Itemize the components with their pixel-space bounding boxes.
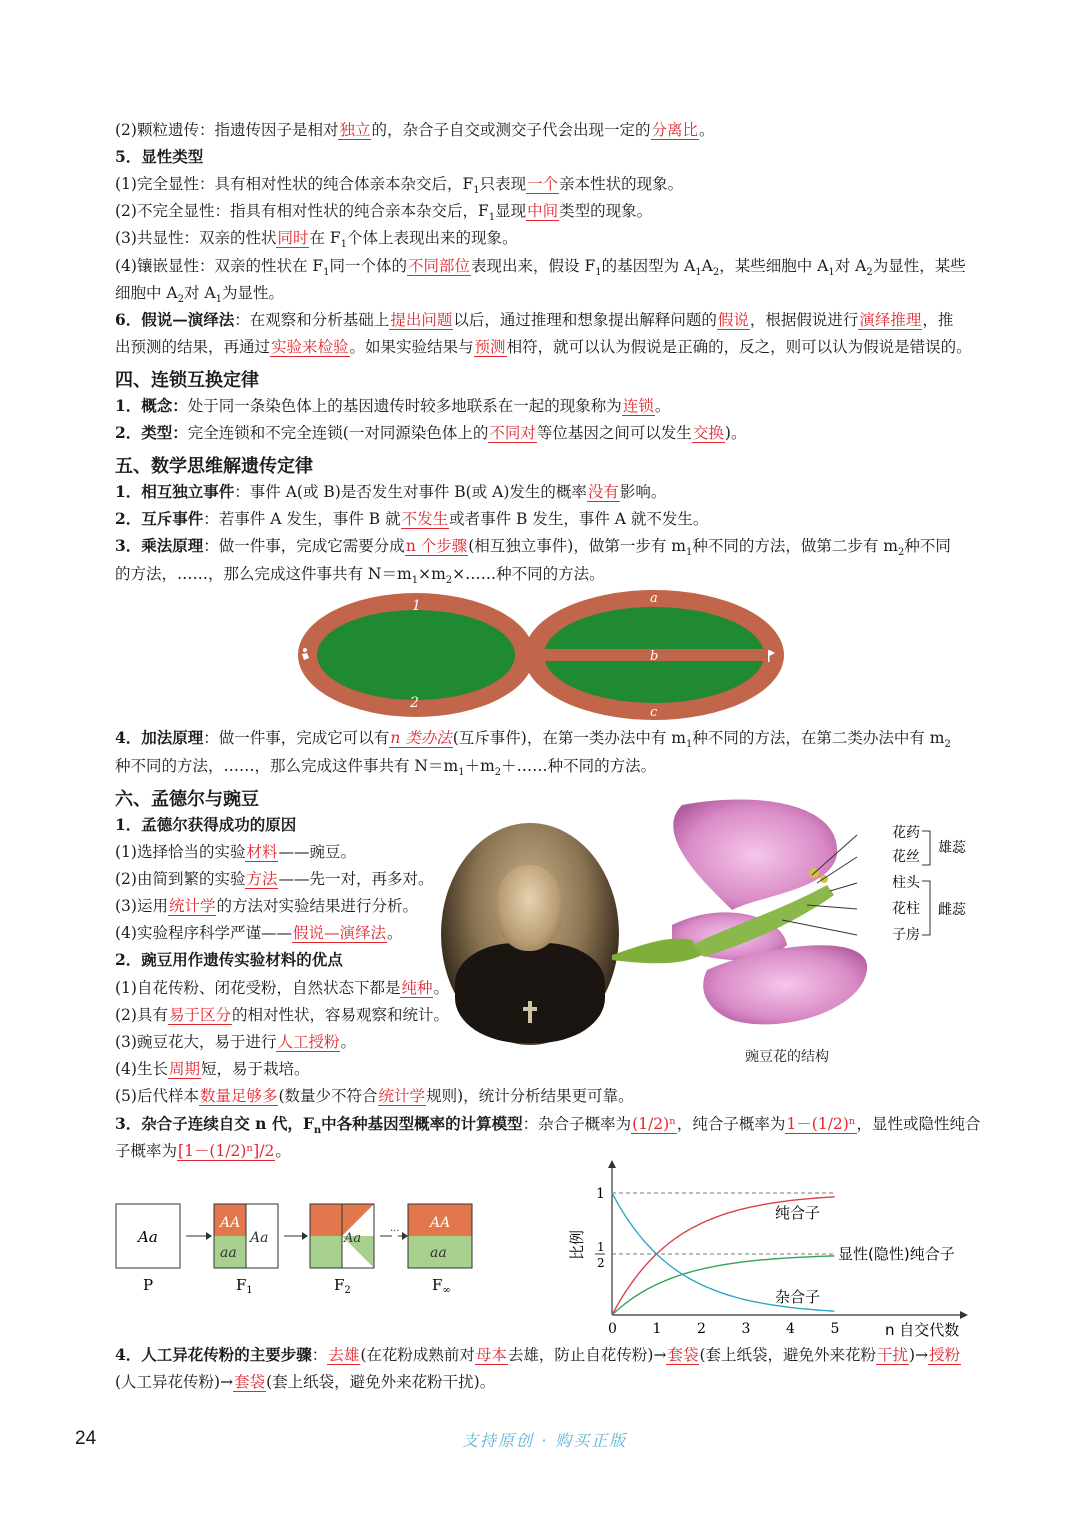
text-line: (4)镶嵌显性：双亲的性状在 $F_1$同一个体的不同部位表现出来，假设 $F_1$的基因型为 $A_1A_2$，某些细胞中 $A_1$对 $A_2$为显性，某些: [115, 257, 966, 279]
text-line: 2．互斥事件：若事件 A 发生，事件 B 就不发生或者事件 B 发生，事件 A 就不发生。: [115, 509, 709, 528]
track-diagram: [298, 590, 784, 720]
field-left: [317, 610, 515, 700]
label-stigma: 柱头: [892, 875, 920, 891]
footer-watermark: 支持原创 · 购买正版: [462, 1431, 628, 1450]
text-line: (3)共显性：双亲的性状同时在 $F_1$个体上表现出来的现象。: [115, 229, 518, 251]
text-line: 种不同的方法，……，那么完成这件事共有 $N=m_1+m_2+\dots\dots$种不同的方法。: [115, 757, 657, 779]
label-f2: $F_2$: [334, 1276, 351, 1296]
label-style: 花柱: [892, 901, 920, 917]
generation-boxes: [112, 1200, 482, 1300]
text-line: 1．概念：处于同一条染色体上的基因遗传时较多地联系在一起的现象称为连锁。: [115, 396, 671, 415]
svg-text:···: ···: [390, 1226, 400, 1237]
subheading: 2．豌豆用作遗传实验材料的优点: [115, 950, 343, 969]
label-b: b: [650, 649, 659, 664]
text-line: (4)生长周期短，易于栽培。: [115, 1060, 310, 1078]
text-line: (2)不完全显性：指具有相对性状的纯合亲本杂交后，$F_1$显现中间类型的现象。: [115, 202, 653, 224]
xtick-label: 3: [741, 1321, 751, 1337]
ytick-half-den: 2: [597, 1256, 605, 1270]
label-filament: 花丝: [892, 849, 920, 865]
label-2: 2: [410, 695, 419, 711]
svg-text:Aa: Aa: [250, 1230, 269, 1246]
pea-flower-illustration: [612, 795, 972, 1040]
text-line: 4．加法原理：做一件事，完成它可以有n 类办法(互斥事件)，在第一类办法中有 $m_1$种不同的方法，在第二类办法中有 $m_2$: [115, 728, 951, 751]
svg-text:Aa: Aa: [344, 1231, 362, 1246]
probability-chart: [560, 1160, 970, 1345]
cross-icon: [523, 1001, 537, 1023]
series-label-dominant-homozygote: 显性(隐性)纯合子: [838, 1245, 955, 1263]
subheading: 1．孟德尔获得成功的原因: [115, 815, 297, 834]
label-finf: $F_\infty$: [432, 1276, 451, 1296]
text-line: 6．假说—演绎法：在观察和分析基础上提出问题以后，通过推理和想象提出解释问题的假说，根据假说进行演绎推理，推: [115, 310, 954, 329]
svg-text:aa: aa: [220, 1245, 237, 1261]
coat: [455, 943, 605, 1043]
subheading-dominance-types: 5．显性类型: [115, 147, 204, 166]
text-line: (2)由简到繁的实验方法——先一对，再多对。: [115, 870, 434, 888]
mendel-portrait: [441, 823, 619, 1045]
text-line: 细胞中 $A_2$对 $A_1$为显性。: [115, 284, 285, 306]
text-line: (2)具有易于区分的相对性状，容易观察和统计。: [115, 1006, 449, 1024]
box-label-aa: Aa: [138, 1228, 158, 1246]
page-number: 24: [75, 1428, 97, 1449]
text-line: 2．类型：完全连锁和不完全连锁(一对同源染色体上的不同对等位基因之间可以发生交换)。: [115, 423, 747, 442]
label-ovary: 子房: [892, 927, 920, 943]
text-line: (2)颗粒遗传：指遗传因子是相对独立的，杂合子自交或测交子代会出现一定的分离比。: [115, 121, 715, 139]
series-label-heterozygote: 杂合子: [775, 1288, 821, 1306]
text-line: 3．杂合子连续自交 n 代，$F_n$中各种基因型概率的计算模型：杂合子概率为(1/2)ⁿ，纯合子概率为1－(1/2)ⁿ，显性或隐性纯合: [115, 1114, 981, 1137]
text-line: (1)选择恰当的实验材料——豌豆。: [115, 843, 356, 861]
ytick-1: 1: [596, 1186, 605, 1202]
text-line: (4)实验程序科学严谨——假说—演绎法。: [115, 924, 403, 942]
text-line: (3)运用统计学的方法对实验结果进行分析。: [115, 897, 418, 915]
section-heading: 五、数学思维解遗传定律: [115, 456, 313, 477]
svg-text:aa: aa: [430, 1245, 447, 1261]
text-line: (人工异花传粉)→套袋(套上纸袋，避免外来花粉干扰)。: [115, 1373, 496, 1391]
text-line: 出预测的结果，再通过实验来检验。如果实验结果与预测相符，就可以认为假说是正确的，反之，则可以认为假说是错误的。: [115, 338, 972, 356]
text-line: 4．人工异花传粉的主要步骤：去雄(在花粉成熟前对母本去雄，防止自花传粉)→套袋(套上纸袋，避免外来花粉干扰)→授粉: [115, 1345, 961, 1364]
label-f1: $F_1$: [236, 1276, 253, 1296]
text-line: (1)完全显性：具有相对性状的纯合体亲本杂交后，$F_1$只表现一个亲本性状的现象。: [115, 175, 684, 197]
xtick-label: 0: [608, 1321, 617, 1337]
xtick-label: 4: [786, 1321, 795, 1337]
label-a: a: [650, 591, 658, 606]
label-1: 1: [412, 598, 421, 614]
x-axis-label: n 自交代数: [885, 1321, 960, 1339]
svg-text:AA: AA: [430, 1215, 451, 1231]
xtick-label: 2: [697, 1321, 706, 1337]
flower-caption: 豌豆花的结构: [745, 1049, 829, 1065]
label-p: P: [143, 1276, 154, 1294]
text-line: 3．乘法原理：做一件事，完成它需要分成n 个步骤(相互独立事件)，做第一步有 $m_1$种不同的方法，做第二步有 $m_2$种不同: [115, 536, 951, 559]
xtick-label: 5: [830, 1321, 840, 1337]
label-anther: 花药: [892, 825, 920, 841]
section-heading: 四、连锁互换定律: [115, 370, 259, 391]
series-label-homozygote: 纯合子: [775, 1204, 821, 1222]
label-c: c: [650, 705, 658, 720]
label-pistil: 雌蕊: [938, 902, 966, 918]
face: [495, 865, 563, 951]
text-line: 1．相互独立事件：事件 A(或 B)是否发生对事件 B(或 A)发生的概率没有影响。: [115, 482, 667, 501]
text-line: (3)豌豆花大，易于进行人工授粉。: [115, 1033, 356, 1051]
xtick-label: 1: [652, 1321, 662, 1337]
sepal: [612, 939, 702, 964]
text-line: 的方法，……，那么完成这件事共有 $N=m_1\times m_2\times\dots\dots$种不同的方法。: [115, 565, 605, 587]
section-heading: 六、孟德尔与豌豆: [115, 789, 259, 810]
label-stamen: 雄蕊: [938, 840, 966, 856]
text-line: 子概率为[1－(1/2)ⁿ]/2。: [115, 1142, 291, 1160]
svg-text:AA: AA: [220, 1215, 241, 1231]
ytick-half-num: 1: [597, 1240, 605, 1254]
y-axis-label: 比例: [568, 1229, 586, 1260]
text-line: (1)自花传粉、闭花受粉，自然状态下都是纯种。: [115, 979, 449, 997]
text-line: (5)后代样本数量足够多(数量少不符合统计学规则)，统计分析结果更可靠。: [115, 1087, 634, 1105]
